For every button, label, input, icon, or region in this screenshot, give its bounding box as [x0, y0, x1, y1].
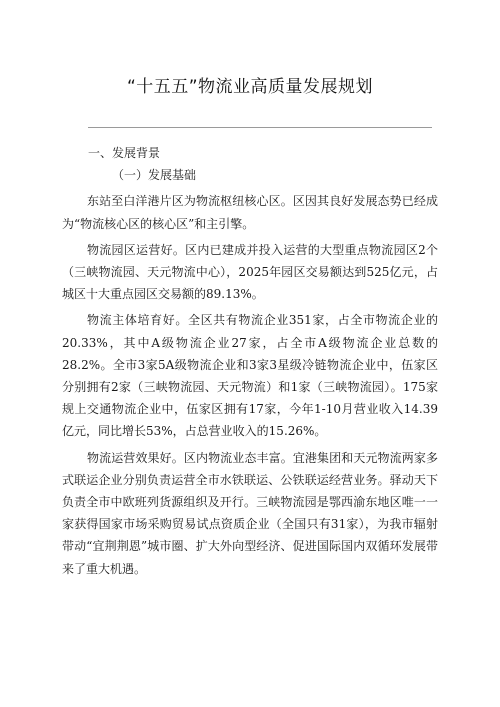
paragraph-2: 物流园区运营好。区内已建成并投入运营的大型重点物流园区2个（三峡物流园、天元物流中心），2025年园区交易额达到525亿元，占城区十大重点园区交易额的89.13%。 [62, 242, 438, 302]
paragraph-1: 东站至白洋港片区为物流枢纽核心区。区因其良好发展态势已经成为“物流核心区的核心区”和主引擎。 [62, 194, 438, 231]
title-divider [88, 127, 432, 128]
paragraph-4: 物流运营效果好。区内物流业态丰富。宜港集团和天元物流两家多式联运企业分别负责运营全市水铁联运、公铁联运经营业务。驿动天下负责全市中欧班列货源组织及开行。三峡物流园是鄂西渝东地区唯一一家获得国家市场采购贸易试点资质企业（全国只有31家），为我市辐射带动“宜荆荆恩”城市圈、扩大外向型经济、促进国际国内双循环发展带来了重大机遇。 [62, 450, 438, 576]
document-body [62, 142, 438, 580]
subsection-heading: （一）发展基础 [112, 168, 197, 183]
paragraph-3: 物流主体培育好。全区共有物流企业351家，占全市物流企业的20.33%，其中A级物流企业27家，占全市A级物流企业总数的28.2%。全市3家5A级物流企业和3家3星级冷链物流企业中，伍家区分别拥有2家（三峡物流园、天元物流）和1家（三峡物流园）。175家规上交通物流企业中，伍家区拥有17家，今年1-10月营业收入14.39亿元，同比增长53%，占总营业收入的15.26%。 [62, 313, 438, 439]
document-title: “十五五”物流业高质量发展规划 [126, 77, 374, 97]
section-heading: 一、发展背景 [88, 146, 161, 160]
